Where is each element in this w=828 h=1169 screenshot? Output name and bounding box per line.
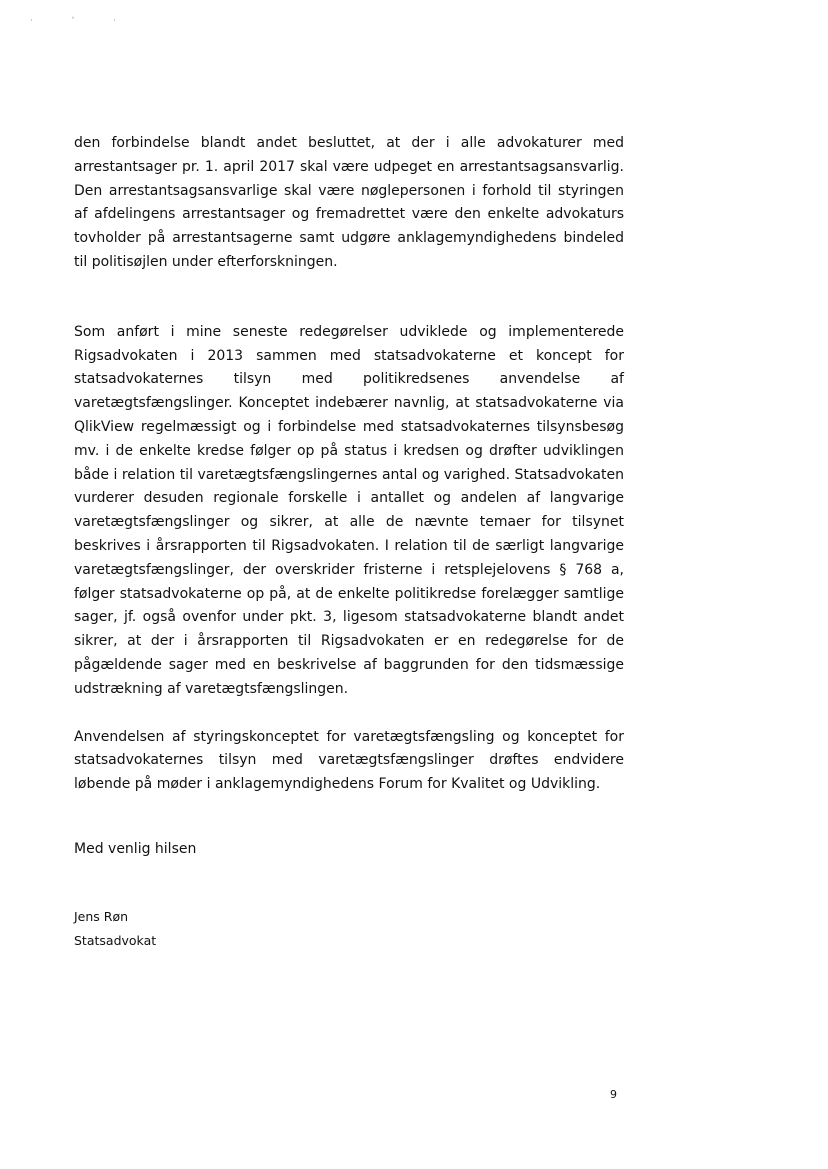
signatory-name: Jens Røn — [74, 908, 129, 924]
paragraph-forum: Anvendelsen af styringskonceptet for varetægtsfængsling og konceptet for statsadvokaternes tilsyn med varetægtsfængslinger drøftes endvidere løbende på møder i anklagemyndighedens Forum for Kvalitet og Udvikling. — [74, 728, 624, 793]
paragraph-tilsyn-koncept: Som anført i mine seneste redegørelser udviklede og implementerede Rigsadvokaten i 2013 sammen med statsadvokaterne et koncept for statsadvokaternes tilsyn med politikredsenes anvendelse af varetægtsfængslinger. Konceptet indebærer navnlig, at statsadvokaterne via QlikView regelmæssigt og i forbindelse med statsadvokaternes tilsynsbesøg mv. i de enkelte kredse følger op på status i kredsen og drøfter udviklingen både i relation til varetægtsfængslingernes antal og varighed. Statsadvokaten vurderer desuden regionale forskelle i antallet og andelen af langvarige varetægtsfængslinger og sikrer, at alle de nævnte temaer for tilsynet beskrives i årsrapporten til Rigsadvokaten. I relation til de særligt langvarige varetægtsfængslinger, der overskrider fristerne i retsplejelovens § 768 a, følger statsadvokaterne op på, at de enkelte politikredse forelægger samtlige sager, jf. også ovenfor under pkt. 3, ligesom statsadvokaterne blandt andet sikrer, at der i årsrapporten til Rigsadvokaten er en redegørelse for de pågældende sager med en beskrivelse af baggrunden for den tidsmæssige udstrækning af varetægtsfængslingen. — [74, 323, 624, 697]
signatory-title: Statsadvokat — [74, 932, 157, 948]
paragraph-arrestantsager: den forbindelse blandt andet besluttet, at der i alle advokaturer med arrestantsager pr. 1. april 2017 skal være udpeget en arrestantsagsansvarlig. Den arrestantsagsansvarlige skal være nøglepersonen i forhold til styringen af afdelingens arrestantsager og fremadrettet være den enkelte advokaturs tovholder på arrestantsagerne samt udgøre anklagemyndighedens bindeled til politisøjlen under efterforskningen. — [74, 135, 624, 270]
letter-body — [74, 132, 624, 953]
scan-marks: · ' · — [30, 16, 134, 26]
closing-greeting: Med venlig hilsen — [74, 840, 197, 857]
page-number: 9 — [610, 1088, 617, 1101]
